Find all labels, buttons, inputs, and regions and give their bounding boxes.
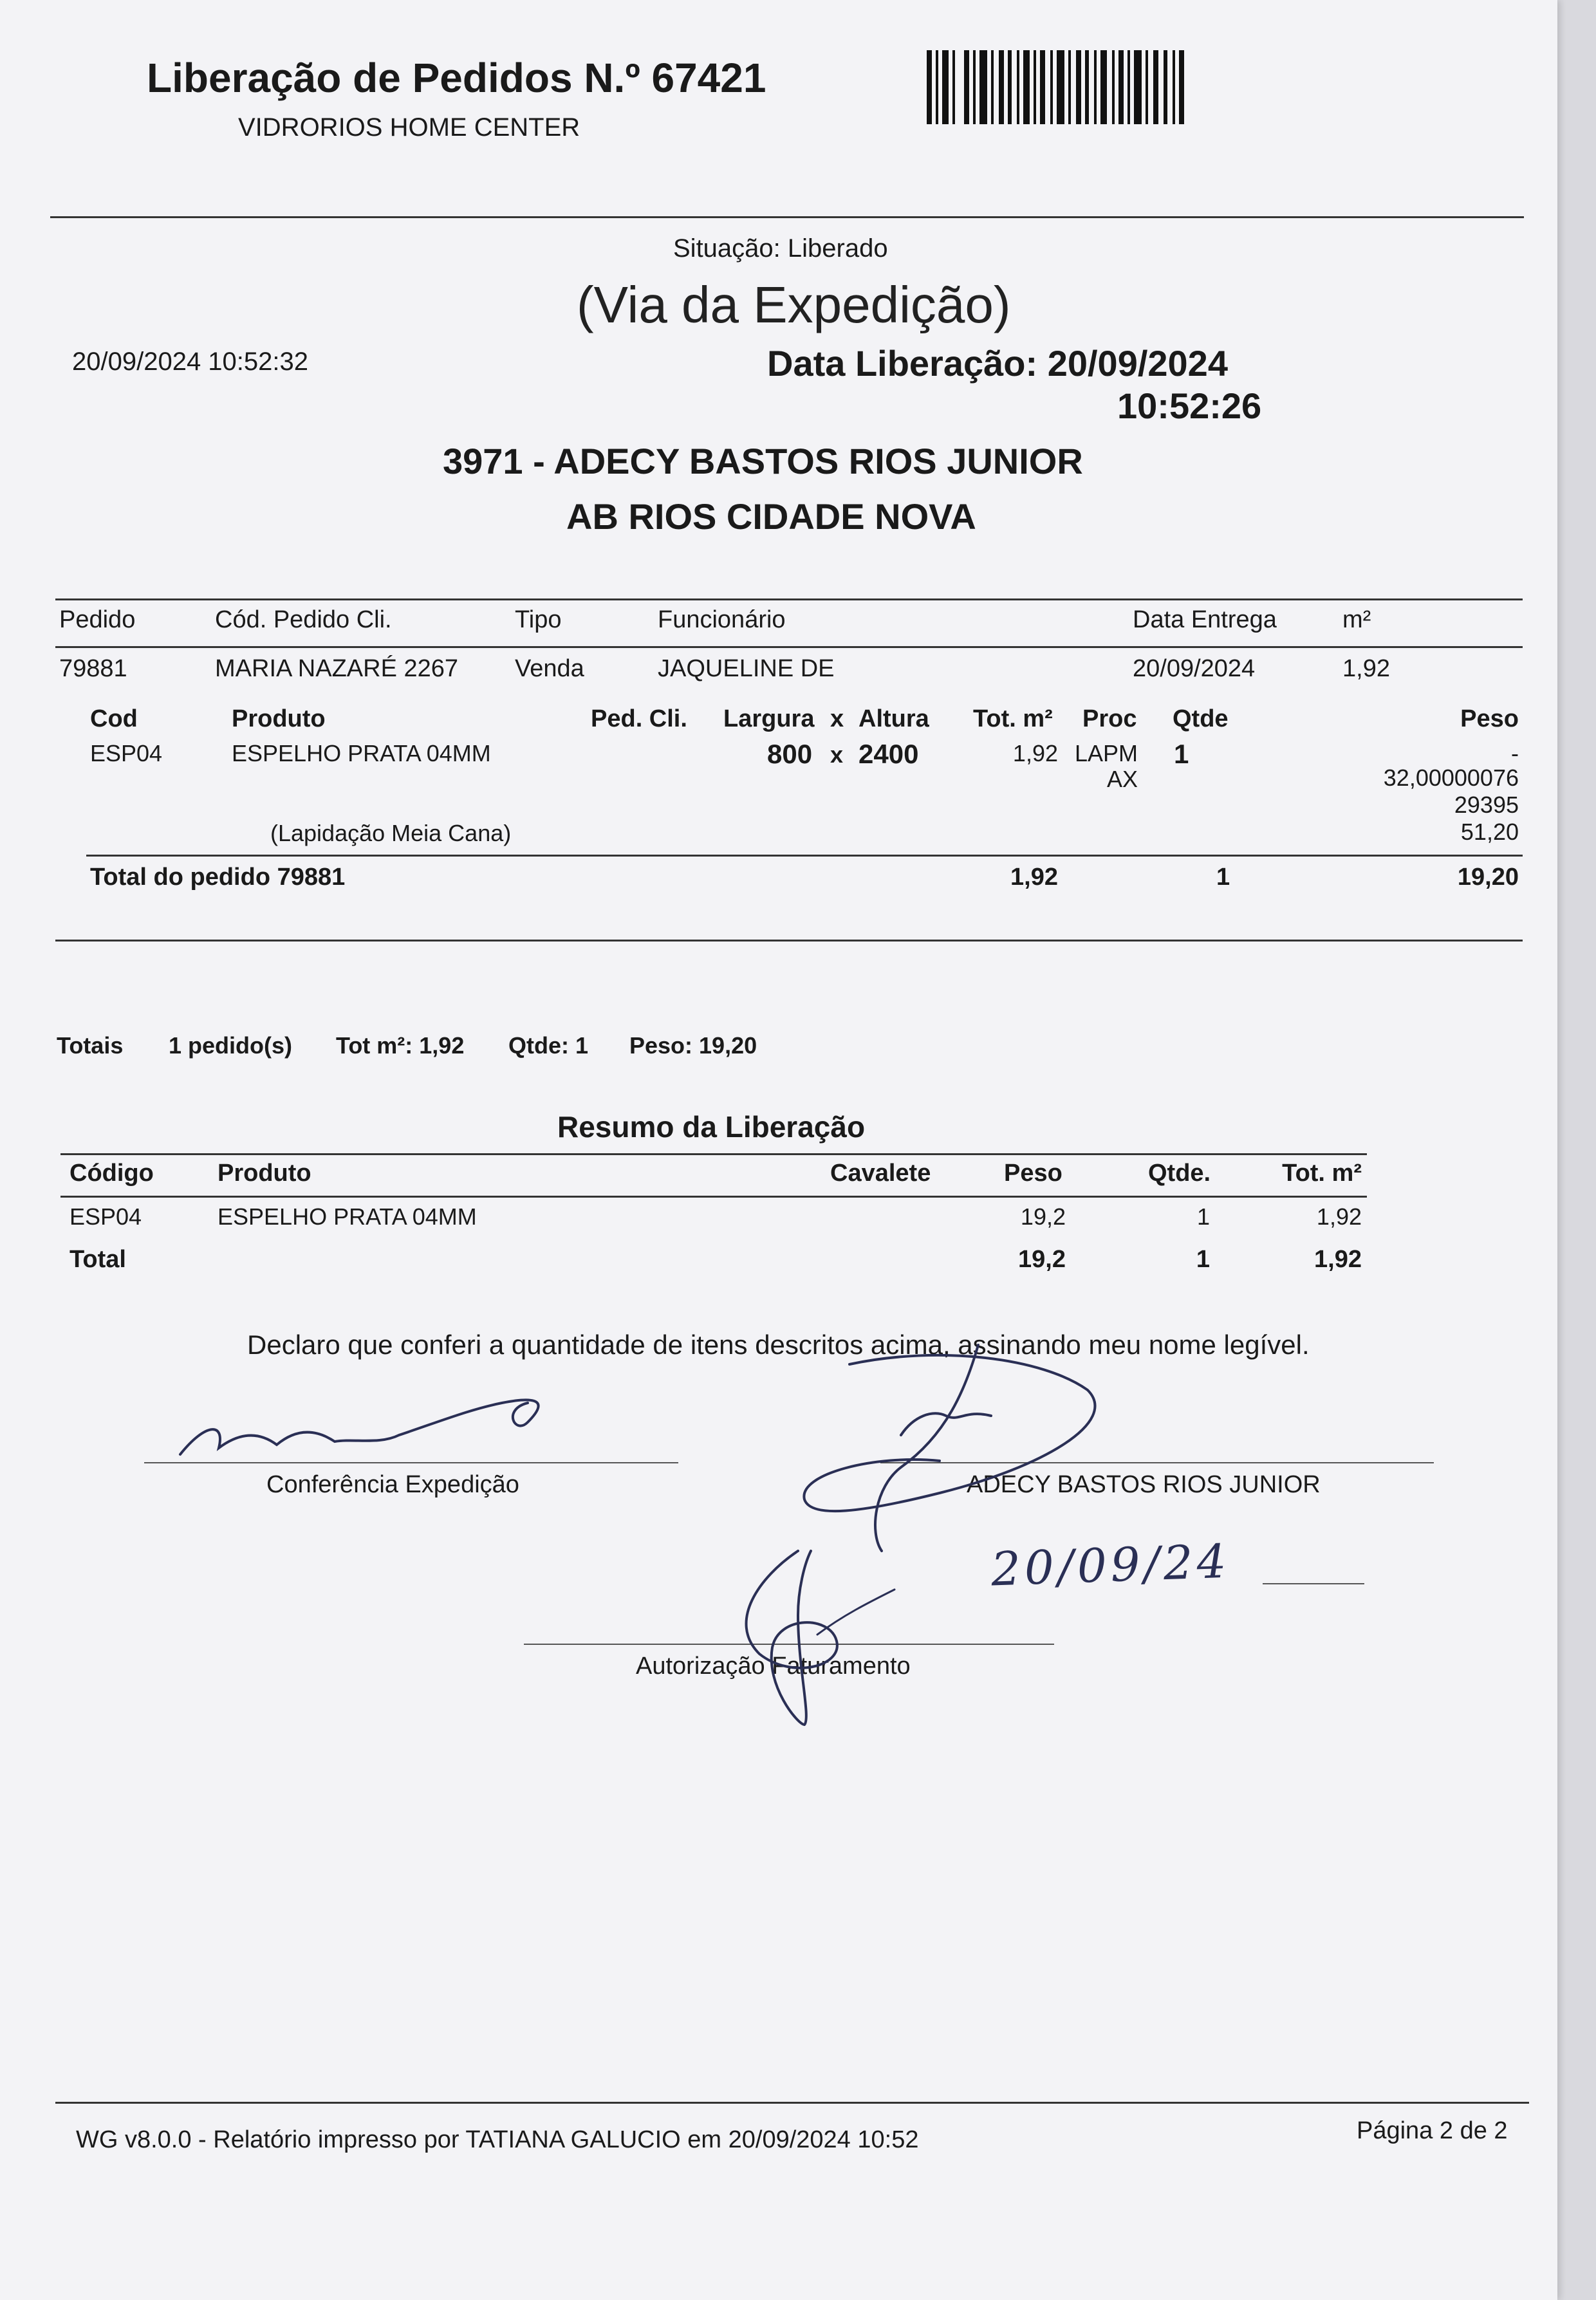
order-type: Venda bbox=[515, 655, 584, 682]
item-product: ESPELHO PRATA 04MM bbox=[232, 740, 491, 766]
item-peso-1: 32,00000076 bbox=[1383, 765, 1519, 791]
client-order-code: MARIA NAZARÉ 2267 bbox=[215, 655, 459, 682]
item-proc-1: LAPM bbox=[1075, 740, 1138, 766]
col-header-m2: m² bbox=[1342, 606, 1371, 633]
processing-note: (Lapidação Meia Cana) bbox=[270, 820, 512, 846]
totals-weight: Peso: 19,20 bbox=[629, 1032, 757, 1059]
summary-row-qty: 1 bbox=[1196, 1203, 1210, 1230]
signature-label-autorizacao: Autorização Faturamento bbox=[636, 1653, 911, 1680]
signature-label-client: ADECY BASTOS RIOS JUNIOR bbox=[967, 1471, 1321, 1498]
order-total-m2: 1,92 bbox=[1010, 864, 1058, 891]
col-header-tipo: Tipo bbox=[515, 606, 562, 633]
summary-total-label: Total bbox=[70, 1246, 126, 1273]
totals-orders: 1 pedido(s) bbox=[169, 1032, 293, 1059]
footer-report-info: WG v8.0.0 - Relatório impresso por TATIANA GALUCIO em 20/09/2024 10:52 bbox=[76, 2126, 919, 2153]
col-header-tot-m2: Tot. m² bbox=[973, 705, 1053, 732]
employee: JAQUELINE DE bbox=[658, 655, 835, 682]
order-total-qty: 1 bbox=[1216, 864, 1230, 891]
col-header-cod-pedido-cli: Cód. Pedido Cli. bbox=[215, 606, 392, 633]
company-name: VIDRORIOS HOME CENTER bbox=[238, 113, 580, 142]
summary-col-peso: Peso bbox=[1004, 1160, 1062, 1187]
summary-col-tot-m2: Tot. m² bbox=[1282, 1160, 1362, 1187]
col-header-x: x bbox=[830, 705, 844, 732]
summary-row-product: ESPELHO PRATA 04MM bbox=[218, 1203, 477, 1230]
barcode bbox=[927, 50, 1184, 124]
col-header-ped-cli: Ped. Cli. bbox=[591, 705, 687, 732]
item-width: 800 bbox=[767, 739, 813, 769]
status-text: Situação: Liberado bbox=[673, 234, 888, 263]
delivery-date: 20/09/2024 bbox=[1133, 655, 1256, 682]
printed-timestamp: 20/09/2024 10:52:32 bbox=[72, 348, 309, 376]
summary-col-produto: Produto bbox=[218, 1160, 311, 1187]
order-total-label: Total do pedido 79881 bbox=[90, 864, 346, 891]
summary-row-code: ESP04 bbox=[70, 1203, 142, 1230]
col-header-qtde: Qtde bbox=[1173, 705, 1229, 732]
item-peso-dash: - bbox=[1511, 740, 1519, 766]
signature-autorizacao bbox=[721, 1538, 914, 1731]
totals-label: Totais bbox=[57, 1032, 124, 1059]
release-date: Data Liberação: 20/09/2024 bbox=[767, 343, 1228, 384]
summary-col-codigo: Código bbox=[70, 1160, 154, 1187]
signature-label-conferencia: Conferência Expedição bbox=[266, 1471, 519, 1498]
col-header-cod: Cod bbox=[90, 705, 138, 732]
item-peso-3: 51,20 bbox=[1460, 819, 1519, 845]
item-code: ESP04 bbox=[90, 740, 163, 766]
document-title: Liberação de Pedidos N.º 67421 bbox=[147, 55, 766, 101]
totals-m2: Tot m²: 1,92 bbox=[336, 1032, 465, 1059]
item-qty: 1 bbox=[1174, 739, 1189, 769]
totals-qty: Qtde: 1 bbox=[508, 1032, 589, 1059]
col-header-pedido: Pedido bbox=[59, 606, 136, 633]
col-header-peso: Peso bbox=[1460, 705, 1519, 732]
signature-conferencia bbox=[167, 1384, 566, 1467]
col-header-data-entrega: Data Entrega bbox=[1133, 606, 1277, 633]
summary-col-qtde: Qtde. bbox=[1148, 1160, 1211, 1187]
col-header-produto: Produto bbox=[232, 705, 326, 732]
col-header-funcionario: Funcionário bbox=[658, 606, 786, 633]
order-total-peso: 19,20 bbox=[1457, 864, 1519, 891]
summary-col-cavalete: Cavalete bbox=[830, 1160, 931, 1187]
item-height: 2400 bbox=[858, 739, 919, 769]
col-header-altura: Altura bbox=[858, 705, 929, 732]
item-tot-m2: 1,92 bbox=[1012, 740, 1058, 766]
summary-row-peso: 19,2 bbox=[1020, 1203, 1066, 1230]
col-header-proc: Proc bbox=[1082, 705, 1137, 732]
footer-page-number: Página 2 de 2 bbox=[1357, 2117, 1508, 2144]
summary-total-m2: 1,92 bbox=[1314, 1246, 1362, 1273]
summary-total-qty: 1 bbox=[1196, 1246, 1210, 1273]
item-proc-2: AX bbox=[1107, 766, 1138, 792]
declaration-text: Declaro que conferi a quantidade de itens descritos acima, assinando meu nome legível. bbox=[247, 1330, 1310, 1360]
copy-type: (Via da Expedição) bbox=[577, 276, 1011, 333]
client-name: AB RIOS CIDADE NOVA bbox=[566, 496, 976, 537]
order-number: 79881 bbox=[59, 655, 127, 682]
col-header-largura: Largura bbox=[723, 705, 815, 732]
item-x: x bbox=[830, 741, 844, 768]
summary-title: Resumo da Liberação bbox=[557, 1110, 866, 1144]
summary-row-m2: 1,92 bbox=[1316, 1203, 1362, 1230]
signature-client bbox=[798, 1339, 1133, 1557]
handwritten-date: 20/09/24 bbox=[990, 1534, 1231, 1597]
summary-total-peso: 19,2 bbox=[1018, 1246, 1066, 1273]
item-peso-2: 29395 bbox=[1454, 792, 1519, 818]
client-line: 3971 - ADECY BASTOS RIOS JUNIOR bbox=[443, 441, 1083, 481]
order-m2: 1,92 bbox=[1342, 655, 1390, 682]
release-time: 10:52:26 bbox=[1117, 385, 1262, 426]
